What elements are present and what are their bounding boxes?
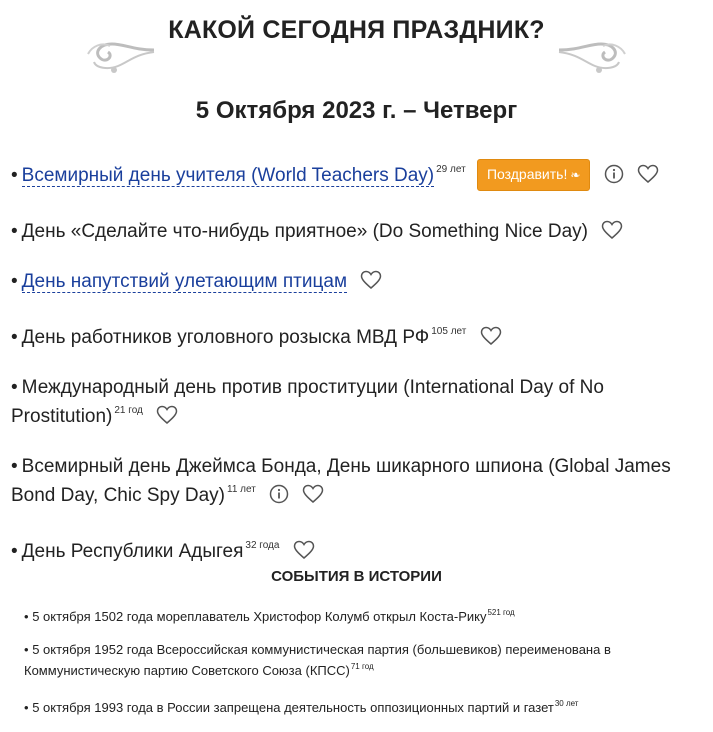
- history-event: [24, 695, 684, 716]
- congratulate-button[interactable]: [477, 159, 590, 191]
- holiday-list: [11, 158, 711, 590]
- holiday-name: Международный день против проституции (International Day of No Prostitution): [11, 377, 604, 427]
- heart-icon[interactable]: [480, 326, 502, 346]
- bullet: •: [11, 221, 18, 242]
- holiday-item: [11, 376, 711, 428]
- holiday-link[interactable]: День напутствий улетающим птицам: [21, 271, 348, 292]
- page-header: [0, 0, 713, 90]
- heart-icon[interactable]: [156, 405, 178, 425]
- history-event: [24, 641, 684, 679]
- bullet: •: [24, 700, 29, 715]
- heart-icon[interactable]: [637, 164, 659, 184]
- bullet: •: [24, 642, 29, 657]
- bullet: •: [11, 541, 18, 562]
- holiday-name: День Республики Адыгея: [21, 541, 244, 562]
- holiday-item: [11, 158, 711, 193]
- event-age: 71 год: [350, 662, 374, 671]
- holiday-name: День работников уголовного розыска МВД РФ: [21, 327, 430, 348]
- info-icon[interactable]: [604, 164, 624, 184]
- bullet: •: [11, 327, 18, 348]
- holiday-age: 105 лет: [431, 326, 467, 337]
- history-event: [24, 604, 684, 625]
- history-title: СОБЫТИЯ В ИСТОРИИ: [271, 568, 442, 585]
- heart-icon[interactable]: [293, 540, 315, 560]
- bullet: •: [11, 377, 18, 398]
- heart-icon[interactable]: [302, 484, 324, 504]
- bullet: •: [24, 609, 29, 624]
- bullet: •: [11, 456, 18, 477]
- holiday-item: [11, 220, 711, 243]
- holiday-item: [11, 455, 711, 507]
- event-age: 521 год: [487, 608, 515, 617]
- congratulate-label: Поздравить!: [486, 166, 568, 182]
- event-text: 5 октября 1952 года Всероссийская коммунистическая партия (большевиков) переименована в Коммунистическую партию Советского Союза (КПСС): [24, 642, 611, 678]
- right-ornament-icon: [557, 36, 629, 78]
- holiday-age: 11 лет: [227, 484, 256, 495]
- holiday-link[interactable]: Всемирный день учителя (World Teachers Day): [21, 165, 435, 186]
- page-title: КАКОЙ СЕГОДНЯ ПРАЗДНИК?: [168, 16, 545, 44]
- holiday-item: [11, 320, 711, 349]
- event-age: 30 лет: [554, 699, 579, 708]
- bullet: •: [11, 165, 18, 186]
- holiday-name: Всемирный день Джеймса Бонда, День шикарного шпиона (Global James Bond Day, Chic Spy Day): [11, 456, 671, 506]
- bullet: •: [11, 271, 18, 292]
- holiday-age: 29 лет: [436, 164, 466, 175]
- holiday-age: 21 год: [114, 405, 143, 416]
- date-heading: 5 Октября 2023 г. – Четверг: [195, 97, 518, 124]
- holiday-item: [11, 534, 711, 563]
- event-text: 5 октября 1502 года мореплаватель Христофор Колумб открыл Коста-Рику: [32, 609, 487, 624]
- gift-icon: ❧: [570, 168, 581, 182]
- holiday-item: [11, 270, 711, 293]
- holiday-name: День «Сделайте что-нибудь приятное» (Do Something Nice Day): [21, 221, 589, 242]
- heart-icon[interactable]: [601, 220, 623, 240]
- holiday-age: 32 года: [245, 540, 280, 551]
- event-text: 5 октября 1993 года в России запрещена деятельность оппозиционных партий и газет: [32, 700, 554, 715]
- heart-icon[interactable]: [360, 270, 382, 290]
- history-events: [24, 604, 684, 732]
- info-icon[interactable]: [269, 484, 289, 504]
